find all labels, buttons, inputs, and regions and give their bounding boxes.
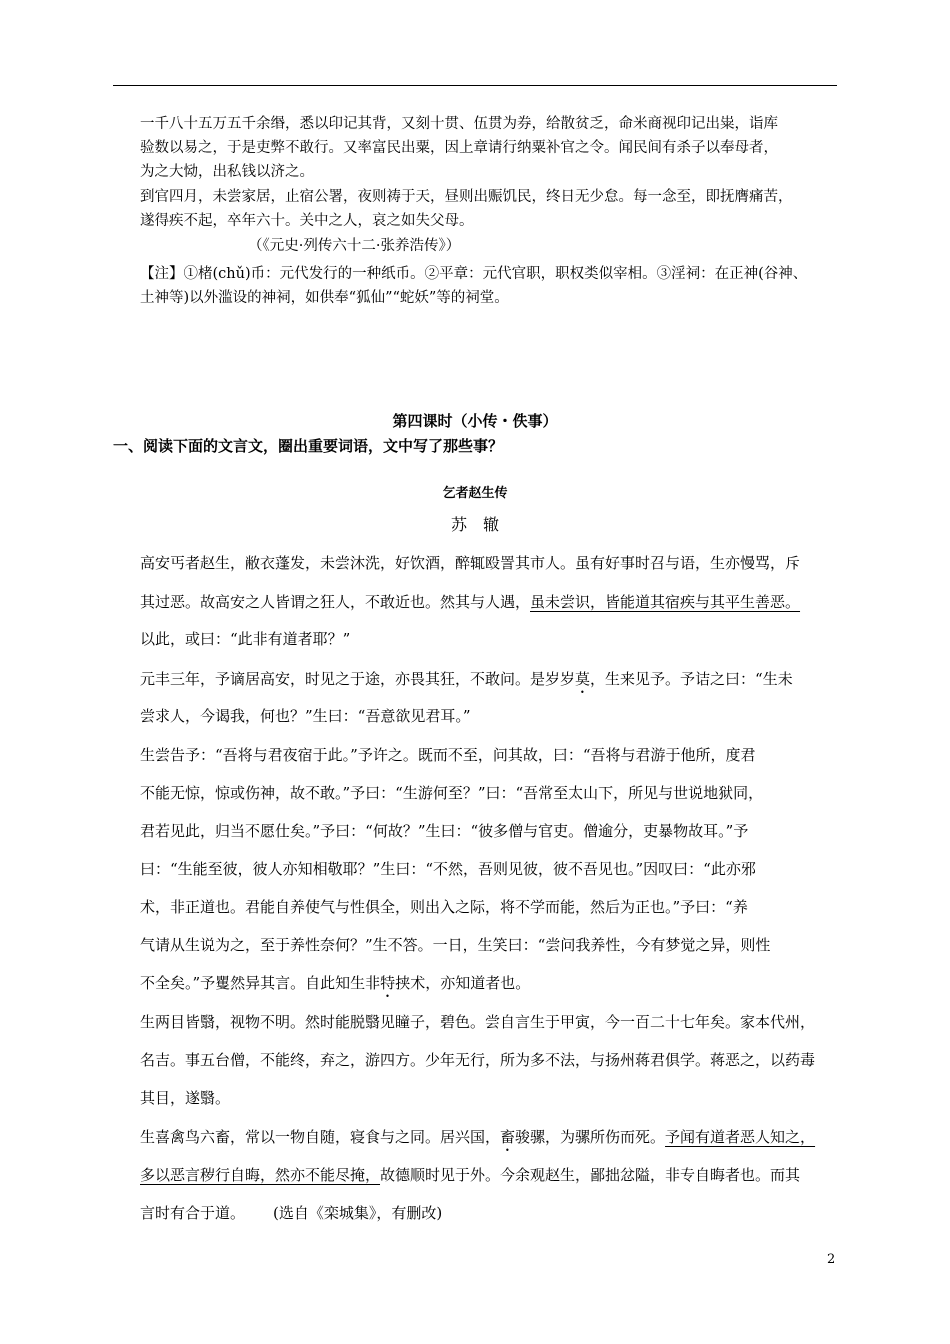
paragraph-line: 到官四月，未尝家居，止宿公署，夜则祷于天，昼则出赈饥民，终日无少怠。每一念至，即抚膺痛苦，	[140, 189, 793, 205]
paragraph-line: 为之大恸，出私钱以济之。	[140, 164, 314, 180]
paragraph-line: 生喜禽鸟六畜，常以一物自随，寝食与之同。居兴国，畜骏骡，为骡所伤而死。予闻有道者恶人知之，	[140, 1128, 816, 1146]
paragraph-line: 君若见此，归当不愿仕矣。”予曰：“何故？”生曰：“彼多僧与官吏。僧逾分，吏暴物故耳。”予	[140, 822, 749, 840]
paragraph-line: 高安丐者赵生，敝衣蓬发，未尝沐洗，好饮酒，醉辄殴詈其市人。虽有好事时召与语，生亦慢骂，斥	[140, 554, 801, 572]
dotted-character: 畜	[500, 1128, 516, 1146]
underlined-phrase: 予闻有道者恶人知之，	[665, 1128, 816, 1146]
paragraph-line: 名吉。事五台僧，不能终，弃之，游四方。少年无行，所为多不法，与扬州蒋君俱学。蒋恶之，以药毒	[140, 1051, 816, 1069]
article-title: 乞者赵生传	[442, 486, 508, 501]
underlined-phrase: 多以恶言秽行自晦，然亦不能尽掩，	[140, 1166, 381, 1184]
question-prompt: 一、阅读下面的文言文，圈出重要词语，文中写了那些事？	[113, 437, 504, 455]
paragraph-line: 元丰三年，予谪居高安，时见之于途，亦畏其狂，不敢问。是岁岁莫，生来见予。予诘之曰：“生未	[140, 670, 793, 688]
article-source: (选自《栾城集》，有删改)	[273, 1204, 443, 1222]
source-citation: （《元史·列传六十二·张养浩传》）	[248, 238, 461, 254]
page-number: 2	[827, 1252, 836, 1267]
header-rule	[113, 85, 837, 86]
paragraph-line: 术，非正道也。君能自养使气与性俱全，则出入之际，将不学而能，然后为正也。”予曰：“养	[140, 898, 748, 916]
underlined-phrase: 虽未尝识，皆能道其宿疾与其平生善恶。	[530, 593, 801, 611]
dotted-character: 莫	[575, 670, 591, 688]
paragraph-line: 不能无惊，惊或伤神，故不敢。”予曰：“生游何至？”曰：“吾常至太山下，所见与世说地狱同，	[140, 784, 764, 802]
paragraph-line: 多以恶言秽行自晦，然亦不能尽掩，故德顺时见于外。今余观赵生，鄙拙忿隘，非专自晦者也。而其	[140, 1166, 801, 1184]
paragraph-line: 曰：“生能至彼，彼人亦知相敬耶？”生曰：“不然，吾则见彼，彼不吾见也。”因叹曰：“此亦邪	[140, 860, 756, 878]
paragraph-line: 言时有合于道。 (选自《栾城集》，有删改)	[140, 1204, 443, 1222]
lesson-heading: 第四课时（小传・佚事）	[392, 412, 558, 430]
paragraph-line: 遂得疾不起，卒年六十。关中之人，哀之如失父母。	[140, 213, 474, 229]
paragraph-line: 以此，或曰：“此非有道者耶？”	[140, 630, 351, 648]
paragraph-line: 验数以易之，于是吏弊不敢行。又率富民出粟，因上章请行纳粟补官之令。闻民间有杀子以奉母者，	[140, 140, 778, 156]
paragraph-line: 尝求人，今谒我，何也？”生曰：“吾意欲见君耳。”	[140, 707, 471, 725]
paragraph-line: 生尝告予：“吾将与君夜宿于此。”予许之。既而不至，问其故，曰：“吾将与君游于他所，度君	[140, 746, 756, 764]
dotted-character: 特	[380, 974, 396, 992]
note-line: 【注】①楮(chǔ)币：元代发行的一种纸币。②平章：元代官职，职权类似宰相。③淫祠：在正神(谷神、	[140, 266, 808, 282]
paragraph-line: 生两目皆翳，视物不明。然时能脱翳见瞳子，碧色。尝自言生于甲寅，今一百二十七年矣。家本代州，	[140, 1013, 816, 1031]
paragraph-line: 不全矣。”予矍然异其言。自此知生非特挟术，亦知道者也。	[140, 974, 531, 992]
paragraph-line: 其过恶。故高安之人皆谓之狂人，不敢近也。然其与人遇，虽未尝识，皆能道其宿疾与其平生善恶。	[140, 593, 801, 611]
paragraph-line: 气请从生说为之，至于养性奈何？”生不答。一日，生笑曰：“尝问我养性，今有梦觉之异，则性	[140, 936, 771, 954]
paragraph-line: 一千八十五万五千余缗，悉以印记其背，又刻十贯、伍贯为券，给散贫乏，命米商视印记出粜，诣库	[140, 116, 778, 132]
note-line: 土神等)以外滥设的神祠，如供奉“狐仙”“蛇妖”等的祠堂。	[140, 290, 509, 306]
paragraph-line: 其目，遂翳。	[140, 1089, 231, 1107]
article-author: 苏 辙	[450, 515, 499, 534]
